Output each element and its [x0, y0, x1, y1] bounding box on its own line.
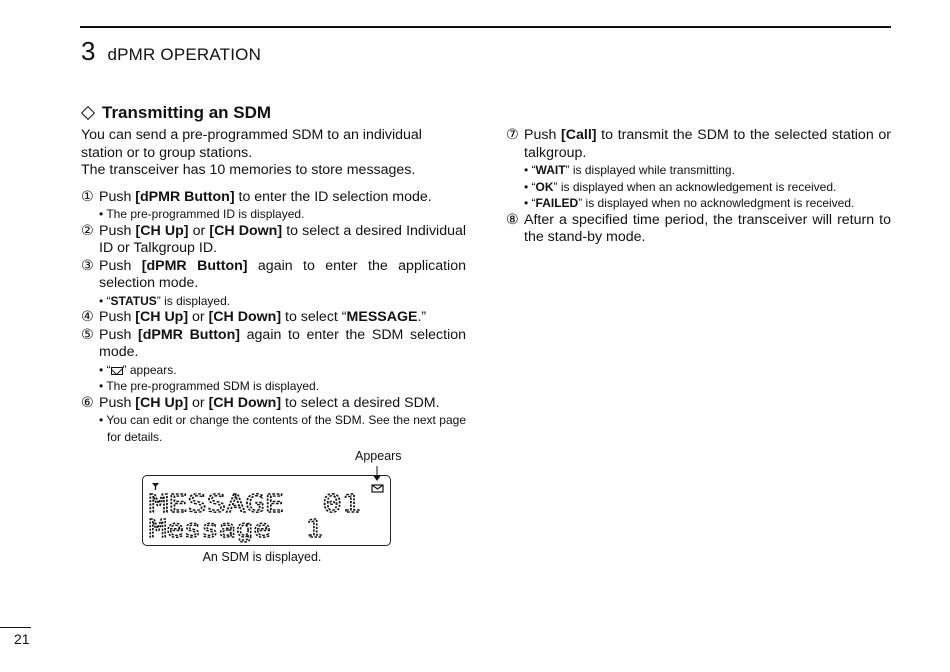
step-3-note: • “STATUS” is displayed. [99, 293, 231, 308]
chapter-title: dPMR OPERATION [107, 45, 262, 64]
step-number: ⑧ [506, 211, 519, 228]
key-ch-down: [CH Down] [208, 394, 282, 411]
step-5: ⑤ Push [dPMR Button] again to enter the SDM selection mode. [81, 326, 467, 360]
top-rule [80, 26, 891, 28]
step-5-note-envelope: • “ ” appears. [99, 362, 177, 377]
step-5-note-sdm: • The pre-programmed SDM is displayed. [99, 379, 320, 393]
intro-memories: The transceiver has 10 memories to store messages. [81, 162, 416, 178]
step-6: ⑥ Push [CH Up] or [CH Down] to select a desired SDM. [81, 394, 440, 411]
step-1: ① Push [dPMR Button] to enter the ID selection mode. [81, 188, 432, 205]
intro-paragraph: You can send a pre-programmed SDM to an individual station or to group stations. [81, 127, 422, 161]
key-dpmr-button: [dPMR Button] [141, 257, 248, 274]
step-4: ④ Push [CH Up] or [CH Down] to select “MESSAGE.” [81, 309, 427, 325]
key-ch-up: [CH Up] [135, 309, 189, 325]
step-number: ⑥ [81, 394, 94, 411]
step-3: ③ Push [dPMR Button] again to enter the application selection mode. [81, 257, 466, 291]
step-6-note: • You can edit or change the contents of the SDM. See the next page for details. [99, 413, 466, 444]
key-call: [Call] [561, 127, 597, 143]
key-dpmr-button: [dPMR Button] [135, 188, 235, 205]
appears-callout: Appears [355, 449, 402, 463]
step-7-note-wait: • “WAIT” is displayed while transmitting. [524, 163, 735, 177]
page-number-rule [0, 627, 31, 628]
step-1-note: • The pre-programmed ID is displayed. [99, 207, 305, 221]
diamond-bullet-icon [81, 106, 95, 120]
key-ch-down: [CH Down] [208, 309, 282, 325]
lcd-envelope-icon [372, 485, 383, 492]
step-7: ⑦ Push [Call] to transmit the SDM to the selected station or talkgroup. [506, 127, 892, 161]
lcd-display [142, 475, 391, 546]
left-column [81, 127, 466, 445]
section-title-text: Transmitting an SDM [102, 103, 272, 122]
step-number: ③ [81, 257, 94, 274]
chapter-header [81, 36, 261, 67]
figure-caption: An SDM is displayed. [202, 550, 322, 564]
step-number: ⑤ [81, 326, 94, 343]
key-ch-up: [CH Up] [135, 394, 189, 411]
page-number: 21 [14, 631, 30, 647]
step-number: ④ [81, 309, 94, 325]
chapter-number: 3 [81, 36, 96, 66]
right-column [506, 127, 891, 247]
step-7-note-failed: • “FAILED” is displayed when no acknowledgment is received. [524, 196, 855, 210]
key-dpmr-button: [dPMR Button] [138, 326, 240, 343]
step-number: ① [81, 188, 94, 205]
step-8: ⑧ After a specified time period, the transceiver will return to the stand-by mode. [506, 211, 891, 245]
envelope-icon [111, 367, 123, 375]
lcd-line-1: MESSAGE 01 [149, 489, 361, 518]
step-2: ② Push [CH Up] or [CH Down] to select a desired Individual ID or Talkgroup ID. [81, 222, 467, 256]
step-number: ② [81, 222, 94, 239]
step-number: ⑦ [506, 127, 519, 143]
section-title [81, 103, 271, 123]
step-7-note-ok: • “OK” is displayed when an acknowledgement is received. [524, 179, 837, 194]
key-ch-up: [CH Up] [135, 222, 189, 239]
key-ch-down: [CH Down] [209, 222, 283, 239]
lcd-line-2: Message 1 [149, 514, 323, 543]
